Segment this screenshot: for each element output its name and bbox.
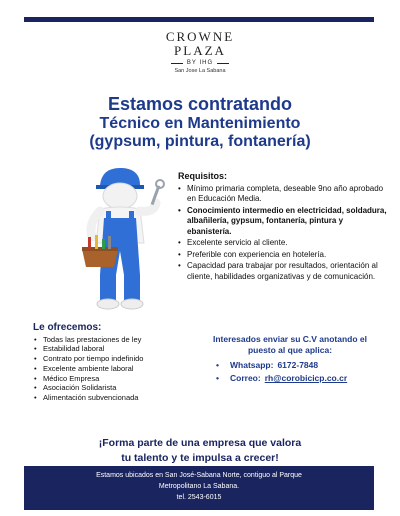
requirement-item: • Excelente servicio al cliente. — [178, 238, 388, 249]
benefit-item: • Todas las prestaciones de ley — [33, 335, 203, 345]
top-accent-bar — [24, 17, 374, 22]
benefits-section — [33, 323, 203, 403]
logo-line-1: CROWNE — [165, 29, 235, 44]
crowne-plaza-logo — [140, 30, 260, 74]
footer-phone: tel. 2543-6015 — [176, 494, 222, 501]
benefits-title: Le ofrecemos: — [33, 322, 102, 333]
whatsapp-number[interactable]: 6172-7848 — [277, 360, 319, 370]
benefit-item: • Contrato por tiempo indefinido — [33, 354, 203, 364]
email-link[interactable]: rh@corobicicp.co.cr — [264, 373, 348, 383]
benefit-item: • Excelente ambiente laboral — [33, 364, 203, 374]
maintenance-worker-illustration — [70, 163, 170, 313]
email-label: Correo: — [230, 373, 261, 383]
logo-tagline-text: BY IHG — [186, 60, 214, 66]
requirement-item: • Conocimiento intermedio en electricidad, soldadura, albañilería, gypsum, fontanería, pintura y ebanistería. — [178, 206, 388, 238]
requirements-title: Requisitos: — [178, 171, 228, 181]
requirement-item: • Preferible con experiencia en hotelería. — [178, 250, 388, 261]
benefit-item: • Asociación Solidarista — [33, 383, 203, 393]
benefit-item: • Médico Empresa — [33, 374, 203, 384]
slogan-line-1: ¡Forma parte de una empresa que valora — [98, 437, 302, 449]
footer-location — [24, 466, 374, 510]
whatsapp-label: Whatsapp: — [230, 360, 274, 370]
contact-intro: Interesados enviar su C.V anotando el puesto al que aplica: — [213, 334, 367, 355]
logo-line-2: PLAZA — [174, 43, 226, 58]
benefit-item: • Alimentación subvencionada — [33, 393, 203, 403]
slogan-line-2: tu talento y te impulsa a crecer! — [121, 452, 279, 464]
requirement-item: • Capacidad para trabajar por resultados, orientación al cliente, habilidades organizativas y de comunicación. — [178, 261, 388, 282]
whatsapp-contact — [216, 360, 380, 371]
requirement-item: • Mínimo primaria completa, deseable 9no año aprobado en Educación Media. — [178, 184, 388, 205]
headline-hiring: Estamos contratando — [107, 94, 293, 114]
contact-section — [200, 334, 380, 386]
email-contact — [216, 373, 380, 384]
footer-address-1: Estamos ubicados en San José-Sabana Norte, contiguo al Parque — [96, 472, 302, 479]
headline-position: Técnico en Mantenimiento — [99, 115, 301, 132]
logo-location: San Jose La Sabana — [174, 68, 226, 74]
logo-tagline — [140, 60, 260, 66]
requirements-section — [178, 171, 388, 283]
headline-specialties: (gypsum, pintura, fontanería) — [89, 133, 311, 150]
benefit-item: • Estabilidad laboral — [33, 344, 203, 354]
footer-address-2: Metropolitano La Sabana. — [158, 483, 240, 490]
